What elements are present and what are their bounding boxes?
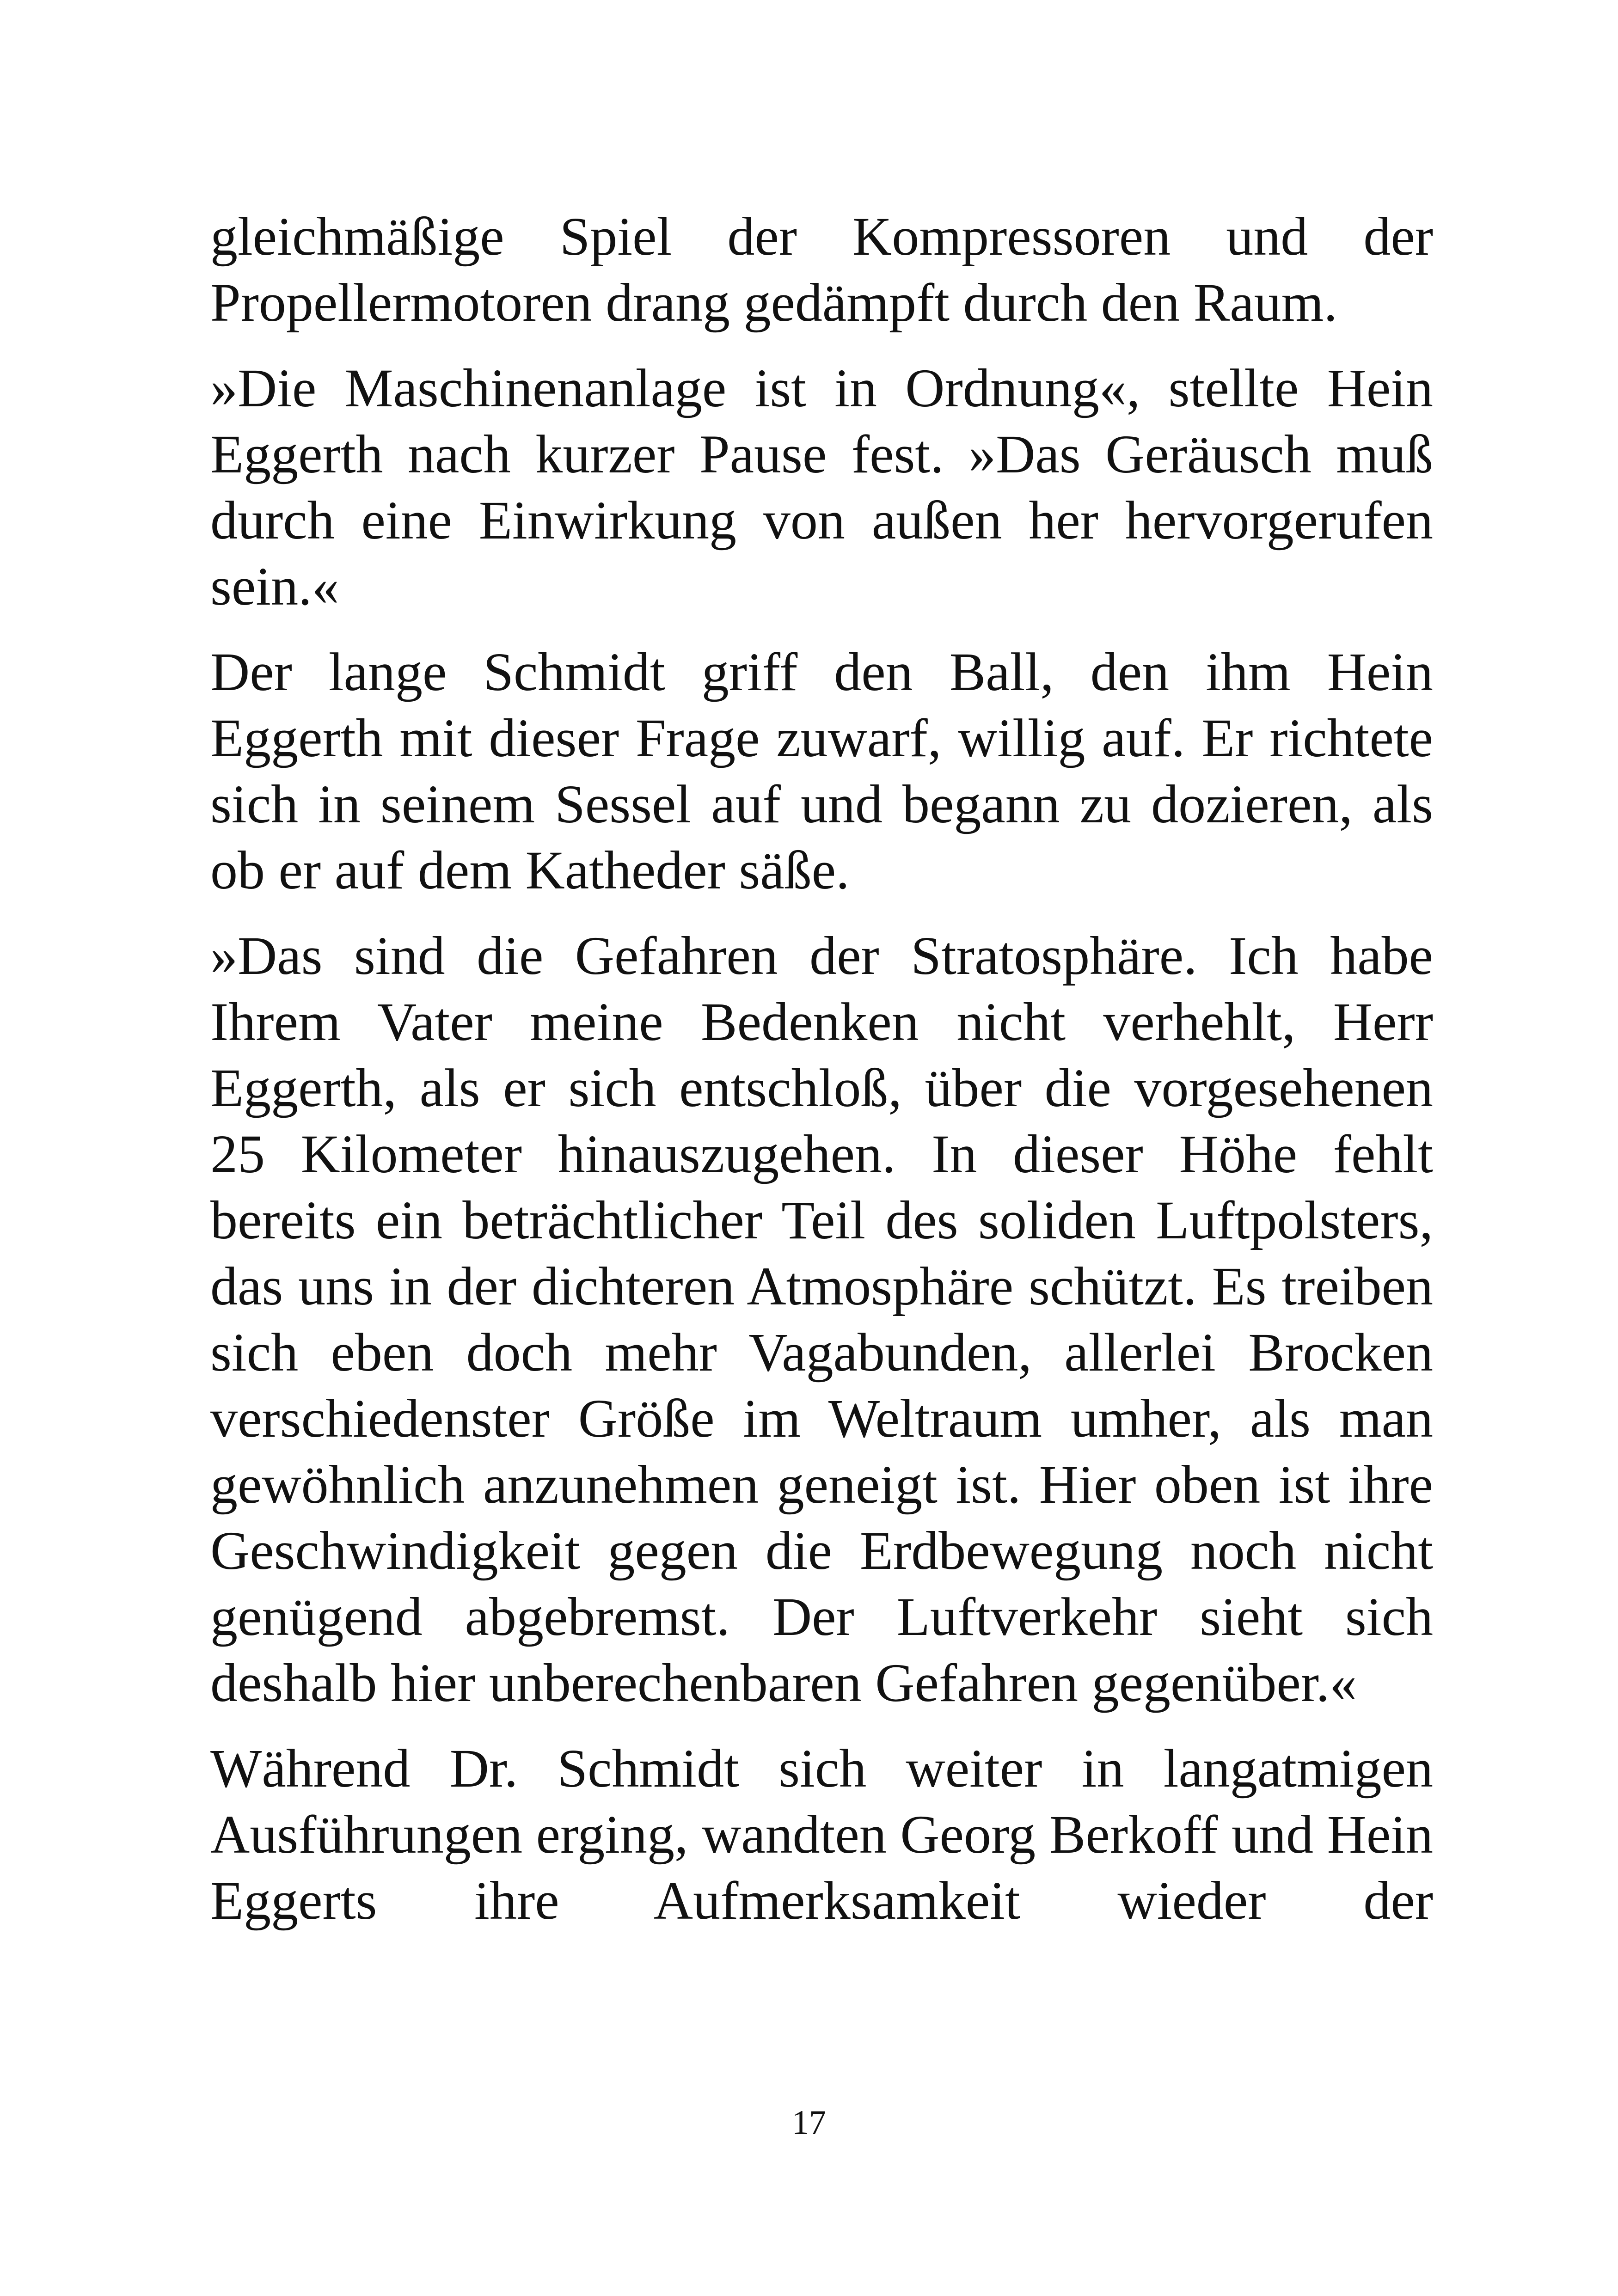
paragraph-2: »Die Maschinenanlage ist in Ordnung«, stellte Hein Eggerth nach kurzer Pause fest. »Das Geräusch muß durch eine Einwirkung von außen her hervorgerufen sein.« bbox=[210, 358, 1433, 617]
paragraph-3: Der lange Schmidt griff den Ball, den ihm Hein Eggerth mit dieser Frage zuwarf, willig auf. Er richtete sich in seinem Sessel auf und begann zu dozieren, als ob er auf dem Katheder säße. bbox=[210, 642, 1433, 900]
paragraph-5: Während Dr. Schmidt sich weiter in langatmigen Ausführungen erging, wandten Georg Berkoff und Hein Eggerts ihre Aufmerksamkeit wieder der bbox=[210, 1738, 1433, 1931]
paragraph-1: gleichmäßige Spiel der Kompressoren und der Propellermotoren drang gedämpft durch den Raum. bbox=[210, 206, 1433, 333]
page-number: 17 bbox=[792, 2104, 826, 2142]
paragraph-4: »Das sind die Gefahren der Stratosphäre. Ich habe Ihrem Vater meine Bedenken nicht verhehlt, Herr Eggerth, als er sich entschloß, über die vorgesehenen 25 Kilometer hinauszugehen. In dieser Höhe fehlt bereits ein beträchtlicher Teil des soliden Luftpolsters, das uns in der dichteren Atmosphäre schützt. Es treiben sich eben doch mehr Vagabunden, allerlei Brocken verschiedenster Größe im Weltraum umher, als man gewöhnlich anzunehmen geneigt ist. Hier oben ist ihre Geschwindigkeit gegen die Erdbewegung noch nicht genügend abgebremst. Der Luftverkehr sieht sich deshalb hier unberechenbaren Gefahren gegenüber.« bbox=[210, 925, 1433, 1713]
body-text bbox=[210, 203, 1433, 1953]
